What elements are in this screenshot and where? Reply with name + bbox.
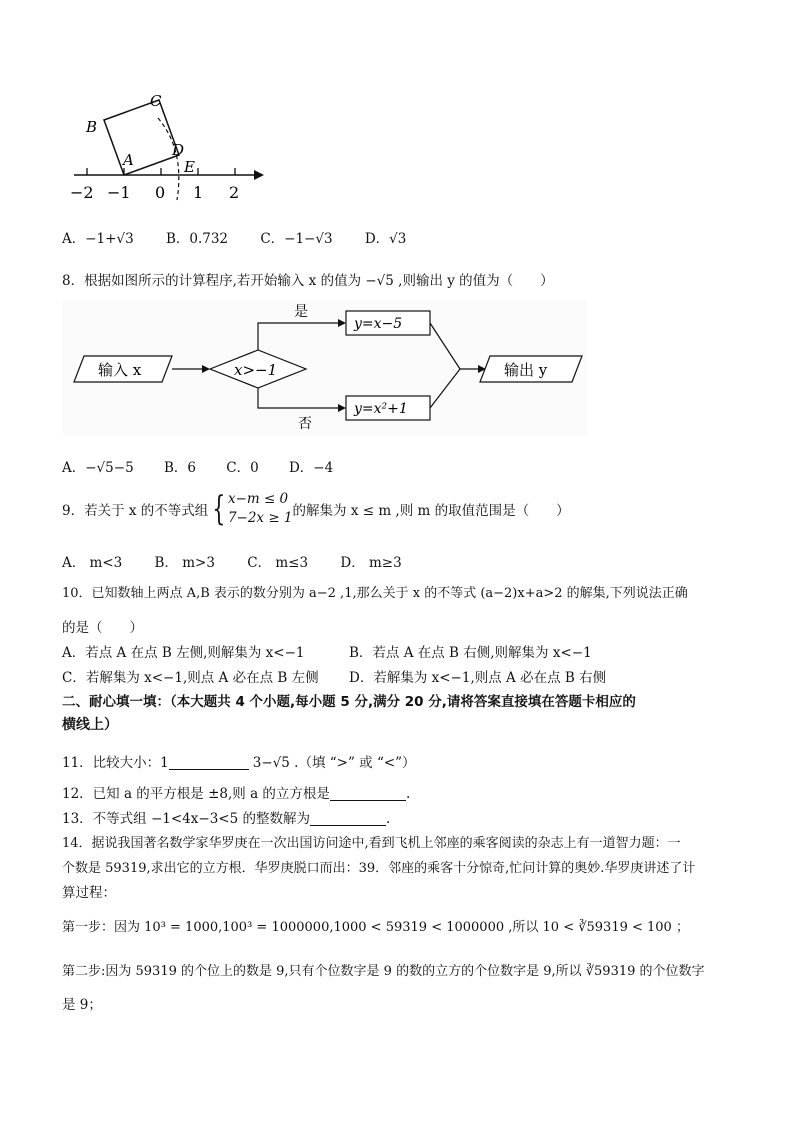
q10-option-c[interactable]: C．若解集为 x<−1,则点 A 必在点 B 左侧 [62,670,319,686]
tick-label: 2 [229,183,240,202]
q8-option-d[interactable]: D．−4 [288,460,334,476]
q11-post: 3−√5 .（填 “>” 或 “<”） [252,755,416,771]
q10-stem-1: 10．已知数轴上两点 A,B 表示的数分别为 a−2 ,1,那么关于 x 的不等式 (a−2)x+a>2 的解集,下列说法正确 [62,586,688,601]
q9-system [228,490,293,528]
q9-line1: x−m ≤ 0 [227,491,289,507]
q10-stem-2: 的是（ ） [62,620,143,636]
q11 [62,751,416,771]
flow-input-text: 输入 x [98,361,142,379]
q9-line2: 7−2x ≥ 1 [227,510,293,526]
q14-p3: 算过程： [62,885,116,901]
label-B: B [86,118,98,136]
q12-post: . [405,786,411,802]
number-line-figure [60,90,275,210]
q7-option-b[interactable]: B．0.732 [165,231,229,247]
tick-label: −1 [107,183,131,202]
q11-pre: 11．比较大小：1 [62,755,169,771]
q9-pre: 9．若关于 x 的不等式组 [62,503,209,519]
q8-option-a[interactable]: A．−√5−5 [62,460,134,476]
label-E: E [184,158,195,176]
q9-options [62,551,430,571]
tick-label: 0 [155,183,166,202]
flow-top-text: y=x−5 [354,316,403,332]
q7-option-a[interactable]: A．−1+√3 [62,231,134,247]
label-A: A [123,151,134,169]
flow-yes-label: 是 [294,304,308,320]
axis-arrow [254,170,264,180]
flow-no-label: 否 [298,416,312,432]
tick-label: 1 [193,183,204,202]
q11-answer-blank[interactable] [169,755,249,770]
label-D: D [172,141,185,159]
flow-bottom-text: y=x²+1 [354,401,408,417]
q9-option-c[interactable]: C． m≤3 [247,555,309,571]
q9-option-a[interactable]: A． m<3 [62,555,123,571]
label-C: C [150,92,162,110]
q8-option-b[interactable]: B．6 [163,460,196,476]
q10-option-d[interactable]: D．若解集为 x<−1,则点 A 必在点 B 右侧 [349,670,607,686]
q14-step2b: 是 9； [62,997,102,1013]
square-abcd [104,100,179,175]
q12-answer-blank[interactable] [330,786,406,801]
q7-option-c[interactable]: C．−1−√3 [260,231,333,247]
brace-icon: { [212,489,226,529]
q13-post: . [385,811,391,827]
q13-pre: 13．不等式组 −1<4x−3<5 的整数解为 [62,811,310,827]
flowchart [62,300,587,435]
q8-option-c[interactable]: C．0 [226,460,259,476]
q9-option-d[interactable]: D． m≥3 [340,555,402,571]
q8-stem: 8．根据如图所示的计算程序,若开始输入 x 的值为 −√5 ,则输出 y 的值为（ ） [62,273,554,289]
section2-heading-1: 二、耐心填一填：（本大题共 4 个小题,每小题 5 分,满分 20 分,请将答案直接填在答题卡相应的 [62,694,636,710]
q7-options [62,227,434,247]
q14-step2a: 第二步:因为 59319 的个位上的数是 9,只有个位数字是 9 的数的立方的个位数字是 9,所以 ∛59319 的个位数字 [62,964,705,979]
q7-option-d[interactable]: D．√3 [364,231,407,247]
q14-p1: 14．据说我国著名数学家华罗庚在一次出国访问途中,看到飞机上邻座的乘客阅读的杂志上有一道智力题：一 [62,836,681,851]
q12-pre: 12．已知 a 的平方根是 ±8,则 a 的立方根是 [62,786,330,802]
q8-options [62,456,361,476]
section2-heading-2: 横线上） [62,717,118,733]
q13 [62,807,390,827]
q10-option-a[interactable]: A．若点 A 在点 B 左侧,则解集为 x<−1 [62,645,305,661]
q12 [62,782,410,802]
flow-decision-text: x>−1 [234,361,278,379]
q9-stem [62,490,570,528]
q13-answer-blank[interactable] [310,811,386,826]
tick-label: −2 [70,183,94,202]
q9-post: 的解集为 x ≤ m ,则 m 的取值范围是（ ） [292,503,570,519]
q10-option-b[interactable]: B．若点 A 在点 B 右侧,则解集为 x<−1 [349,645,592,661]
q14-p2: 个数是 59319,求出它的立方根．华罗庚脱口而出：39．邻座的乘客十分惊奇,忙问计算的奥妙.华罗庚讲述了计 [62,861,696,876]
q9-option-b[interactable]: B． m>3 [154,555,215,571]
flow-output-text: 输出 y [504,361,548,379]
q14-step1: 第一步：因为 10³ = 1000,100³ = 1000000,1000 < 59319 < 1000000 ,所以 10 < ∛59319 < 100 ； [62,920,689,935]
